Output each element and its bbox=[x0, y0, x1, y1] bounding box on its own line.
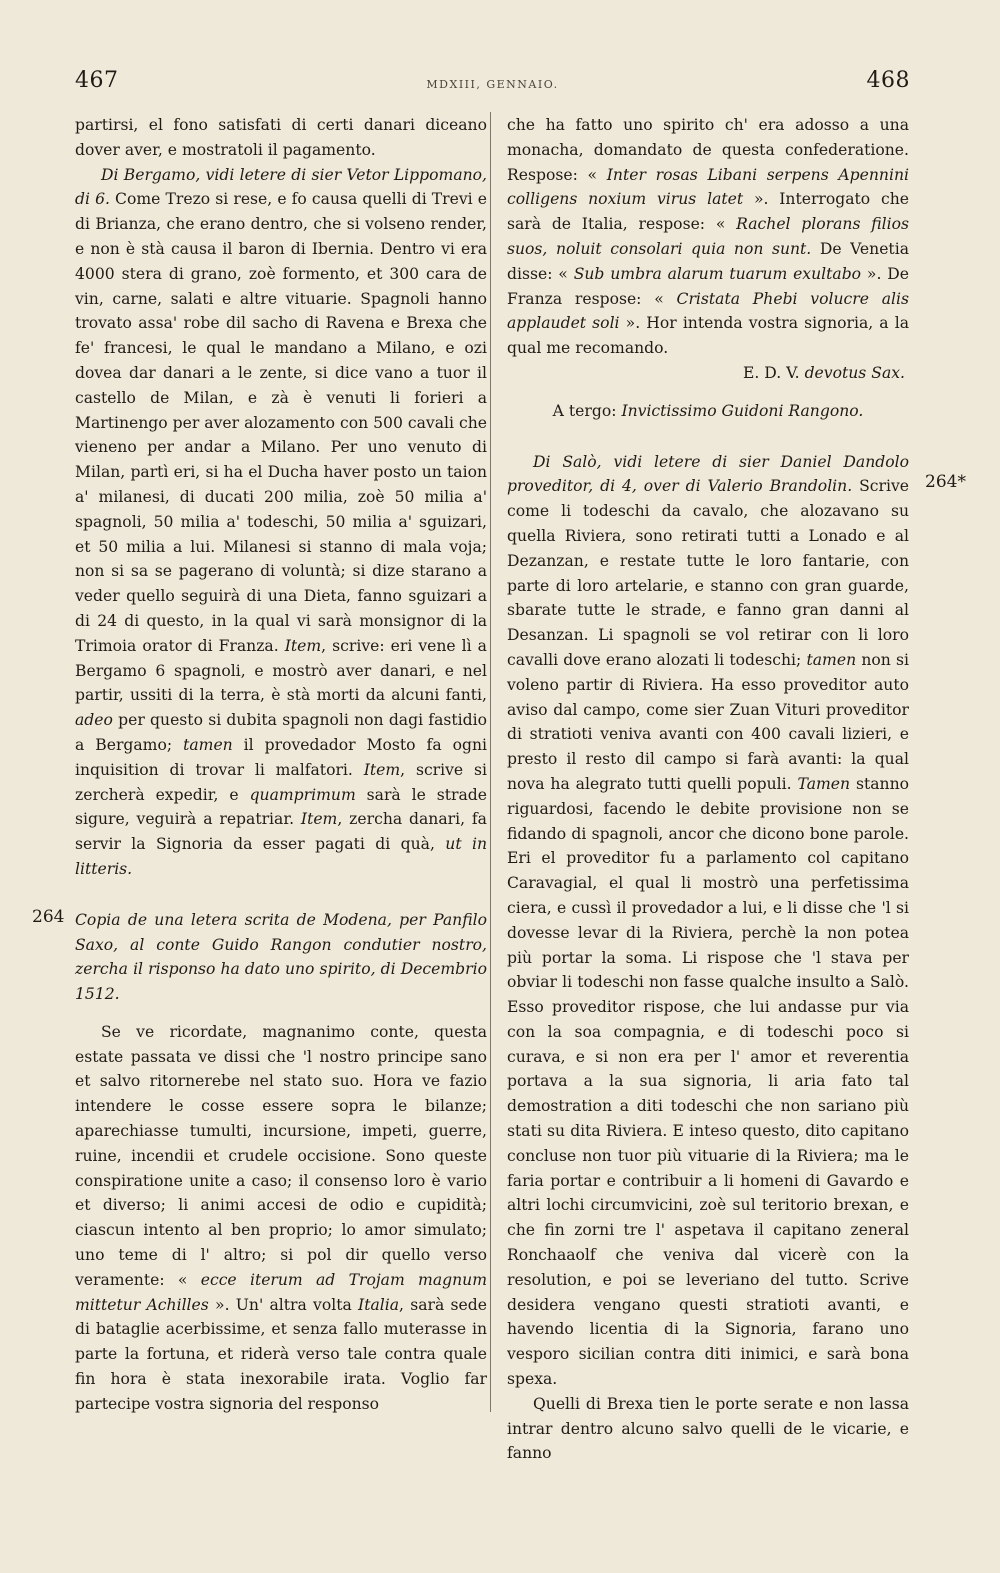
running-title: MDXIII, GENNAIO. bbox=[426, 78, 559, 91]
entry-heading: Di Bergamo, vidi letere di sier Vetor Lippomano, di 6. bbox=[75, 165, 487, 209]
right-column bbox=[507, 113, 910, 1463]
paragraph-bergamo: Di Bergamo, vidi letere di sier Vetor Lippomano, di 6. Come Trezo si rese, e fo causa quelli di Trevi e di Brianza, che erano dentro, che si volseno render, e non è stà causa il baron di Ibernia. Dentro vi era 4000 stera di grano, zoè formento, et 300 cara de vin, carne, salati e altre vituarie. Spagnoli hanno trovato assa' robe dil sacho di Ravena e Brexa che fe' francesi, le qual le mandano a Milano, e ozi dovea dar danari a le zente, si dice vano a tuor il castello de Milan, e zà è venuti li forieri a Martinengo per aver alozamento con 500 cavali che vieneno per andar a Milano. Per uno venuto di Milan, partì eri, si ha el Ducha haver posto un taion a' milanesi, di ducati 200 milia, zoè 50 milia a' spagnoli, 50 milia a' todeschi, 50 milia a' sguizari, et 50 milia a lui. Milanesi si stanno di mala voja; non si sa se pagerano di voluntà; si dize starano a veder quello seguirà di una Dieta, fanno sguizari a di 24 di questo, in la qual vi sarà monsignor di la Trimoia orator di Franza. Item, scrive: eri vene lì a Bergamo 6 spagnoli, e mostrò aver danari, e nel partir, ussiti di la terra, è stà morti da alcuni fanti, adeo per questo si dubita spagnoli non dagi fastidio a Bergamo; tamen il provedador Mosto fa ogni inquisition di trovar li malfatori. Item, scrive si zercherà expedir, e quamprimum sarà le strade sigure, veguirà a repatriar. Item, zercha danari, fa servir la Signoria da esser pagati di quà, ut in litteris. bbox=[75, 165, 487, 878]
paragraph-spirit: che ha fatto uno spirito ch' era adosso a una monacha, domandato de questa confederatione. Respose: « Inter rosas Libani serpens Apennini colligens noxium virus latet ». Interrogato che sarà de Italia, respose: « Rachel plorans filios suos, noluit consolari quia non sunt. De Venetia disse: « Sub umbra alarum tuarum exultabo ». De Franza respose: « Cristata Phebi volucre alis applaudet soli ». Hor intenda vostra signoria, a la qual me recomando. bbox=[507, 116, 909, 358]
page-header bbox=[75, 68, 910, 98]
entry-heading: Di Salò, vidi letere di sier Daniel Dandolo proveditor, di 4, over di Valerio Brandolin. bbox=[507, 452, 909, 496]
paragraph-salo: Di Salò, vidi letere di sier Daniel Dandolo proveditor, di 4, over di Valerio Brandolin. Scrive come li todeschi da cavalo, che alozavano su quella Riviera, sono retirati tutti a Lonado e al Dezanzan, e restate tutte le loro fantarie, con parte di loro artelarie, e stanno con gran guarde, sbarate tutte le strade, e fanno gran danni al Desanzan. Li spagnoli se vol retirar con li loro cavalli dove erano alozati li todeschi; tamen non si voleno partir di Riviera. Ha esso proveditor auto aviso dal campo, come sier Zuan Vituri proveditor di stratioti veniva avanti con 400 cavali lizieri, e presto il resto dil campo si farà avanti: la qual nova ha alegrato tutti quelli populi. Tamen stanno riguardosi, facendo le debite provisione non se fidando di spagnoli, ancor che dicono bone parole. Eri el proveditor fu a parlamento col capitano Caravagial, el qual li mostrò una perfetissima ciera, e cussì il provedador a lui, e li disse che 'l si dovesse levar di la Riviera, perchè la non potea più portar la soma. Li rispose che 'l stava per obviar li todeschi non fasse qualche insulto a Salò. Esso proveditor rispose, che lui andasse pur via con la soa compagnia, e di todeschi poco si curava, e si non era per l' amor et reverentia portava a la sua signoria, li aria fato tal demostration a diti todeschi che non sariano più stati su dita Riviera. E inteso questo, dito capitano concluse non tuor più vituarie di la Riviera; ma le faria portar e contribuir a li homeni di Gavardo e altri lochi circumvicini, zoè sul teritorio brexan, e che fin zorni tre l' aspetava il capitano zeneral Ronchaaolf che veniva dal vicerè con la resolution, e poi se leveriano del tutto. Scrive desidera vengano questi stratioti avanti, e havendo licentia di la Signoria, farano uno vesporo sicilian contra diti inimici, e sarà bona spexa. bbox=[507, 452, 910, 1389]
margin-note-left: 264 bbox=[32, 907, 65, 927]
letter-heading: Copia de una letera scrita de Modena, per Panfilo Saxo, al conte Guido Rangon condutier nostro, zercha il risponso ha dato uno spirito, di Decembrio 1512. bbox=[75, 910, 487, 1004]
page-number-left: 467 bbox=[75, 68, 119, 93]
margin-note-right: 264* bbox=[925, 472, 966, 492]
paragraph: partirsi, el fono satisfati di certi danari diceano dover aver, e mostratoli il pagamento. bbox=[75, 116, 487, 159]
left-column bbox=[75, 113, 487, 1423]
paragraph-brexa: Quelli di Brexa tien le porte serate e non lassa intrar dentro alcuno salvo quelli de le vicarie, e fanno bbox=[507, 1394, 909, 1463]
page-number-right: 468 bbox=[866, 68, 910, 93]
address-line: A tergo: Invictissimo Guidoni Rangono. bbox=[552, 401, 864, 420]
paragraph-letter: Se ve ricordate, magnanimo conte, questa estate passata ve dissi che 'l nostro principe sano et salvo ritornerebe nel stato suo. Hora ve fazio intendere le cosse essere sopra le bilanze; aparechiasse tumulti, incursione, impeti, guerre, ruine, incendii et crudele occisione. Sono queste conspiratione unite a caso; il consenso loro è vario et diverso; li animi accesi de odio e cupidità; ciascun intento al ben proprio; lo amor simulato; uno teme di l' altro; si pol dir quello verso veramente: « ecce iterum ad Trojam magnum mittetur Achilles ». Un' altra volta Italia, sarà sede di bataglie acerbissime, et senza fallo muterasse in parte la fortuna, et riderà verso tale contra quale fin hora è stata inexorabile irata. Voglio far partecipe vostra signoria del responso bbox=[75, 1022, 487, 1413]
column-divider bbox=[490, 112, 491, 1412]
signature: E. D. V. devotus Sax. bbox=[742, 363, 905, 382]
